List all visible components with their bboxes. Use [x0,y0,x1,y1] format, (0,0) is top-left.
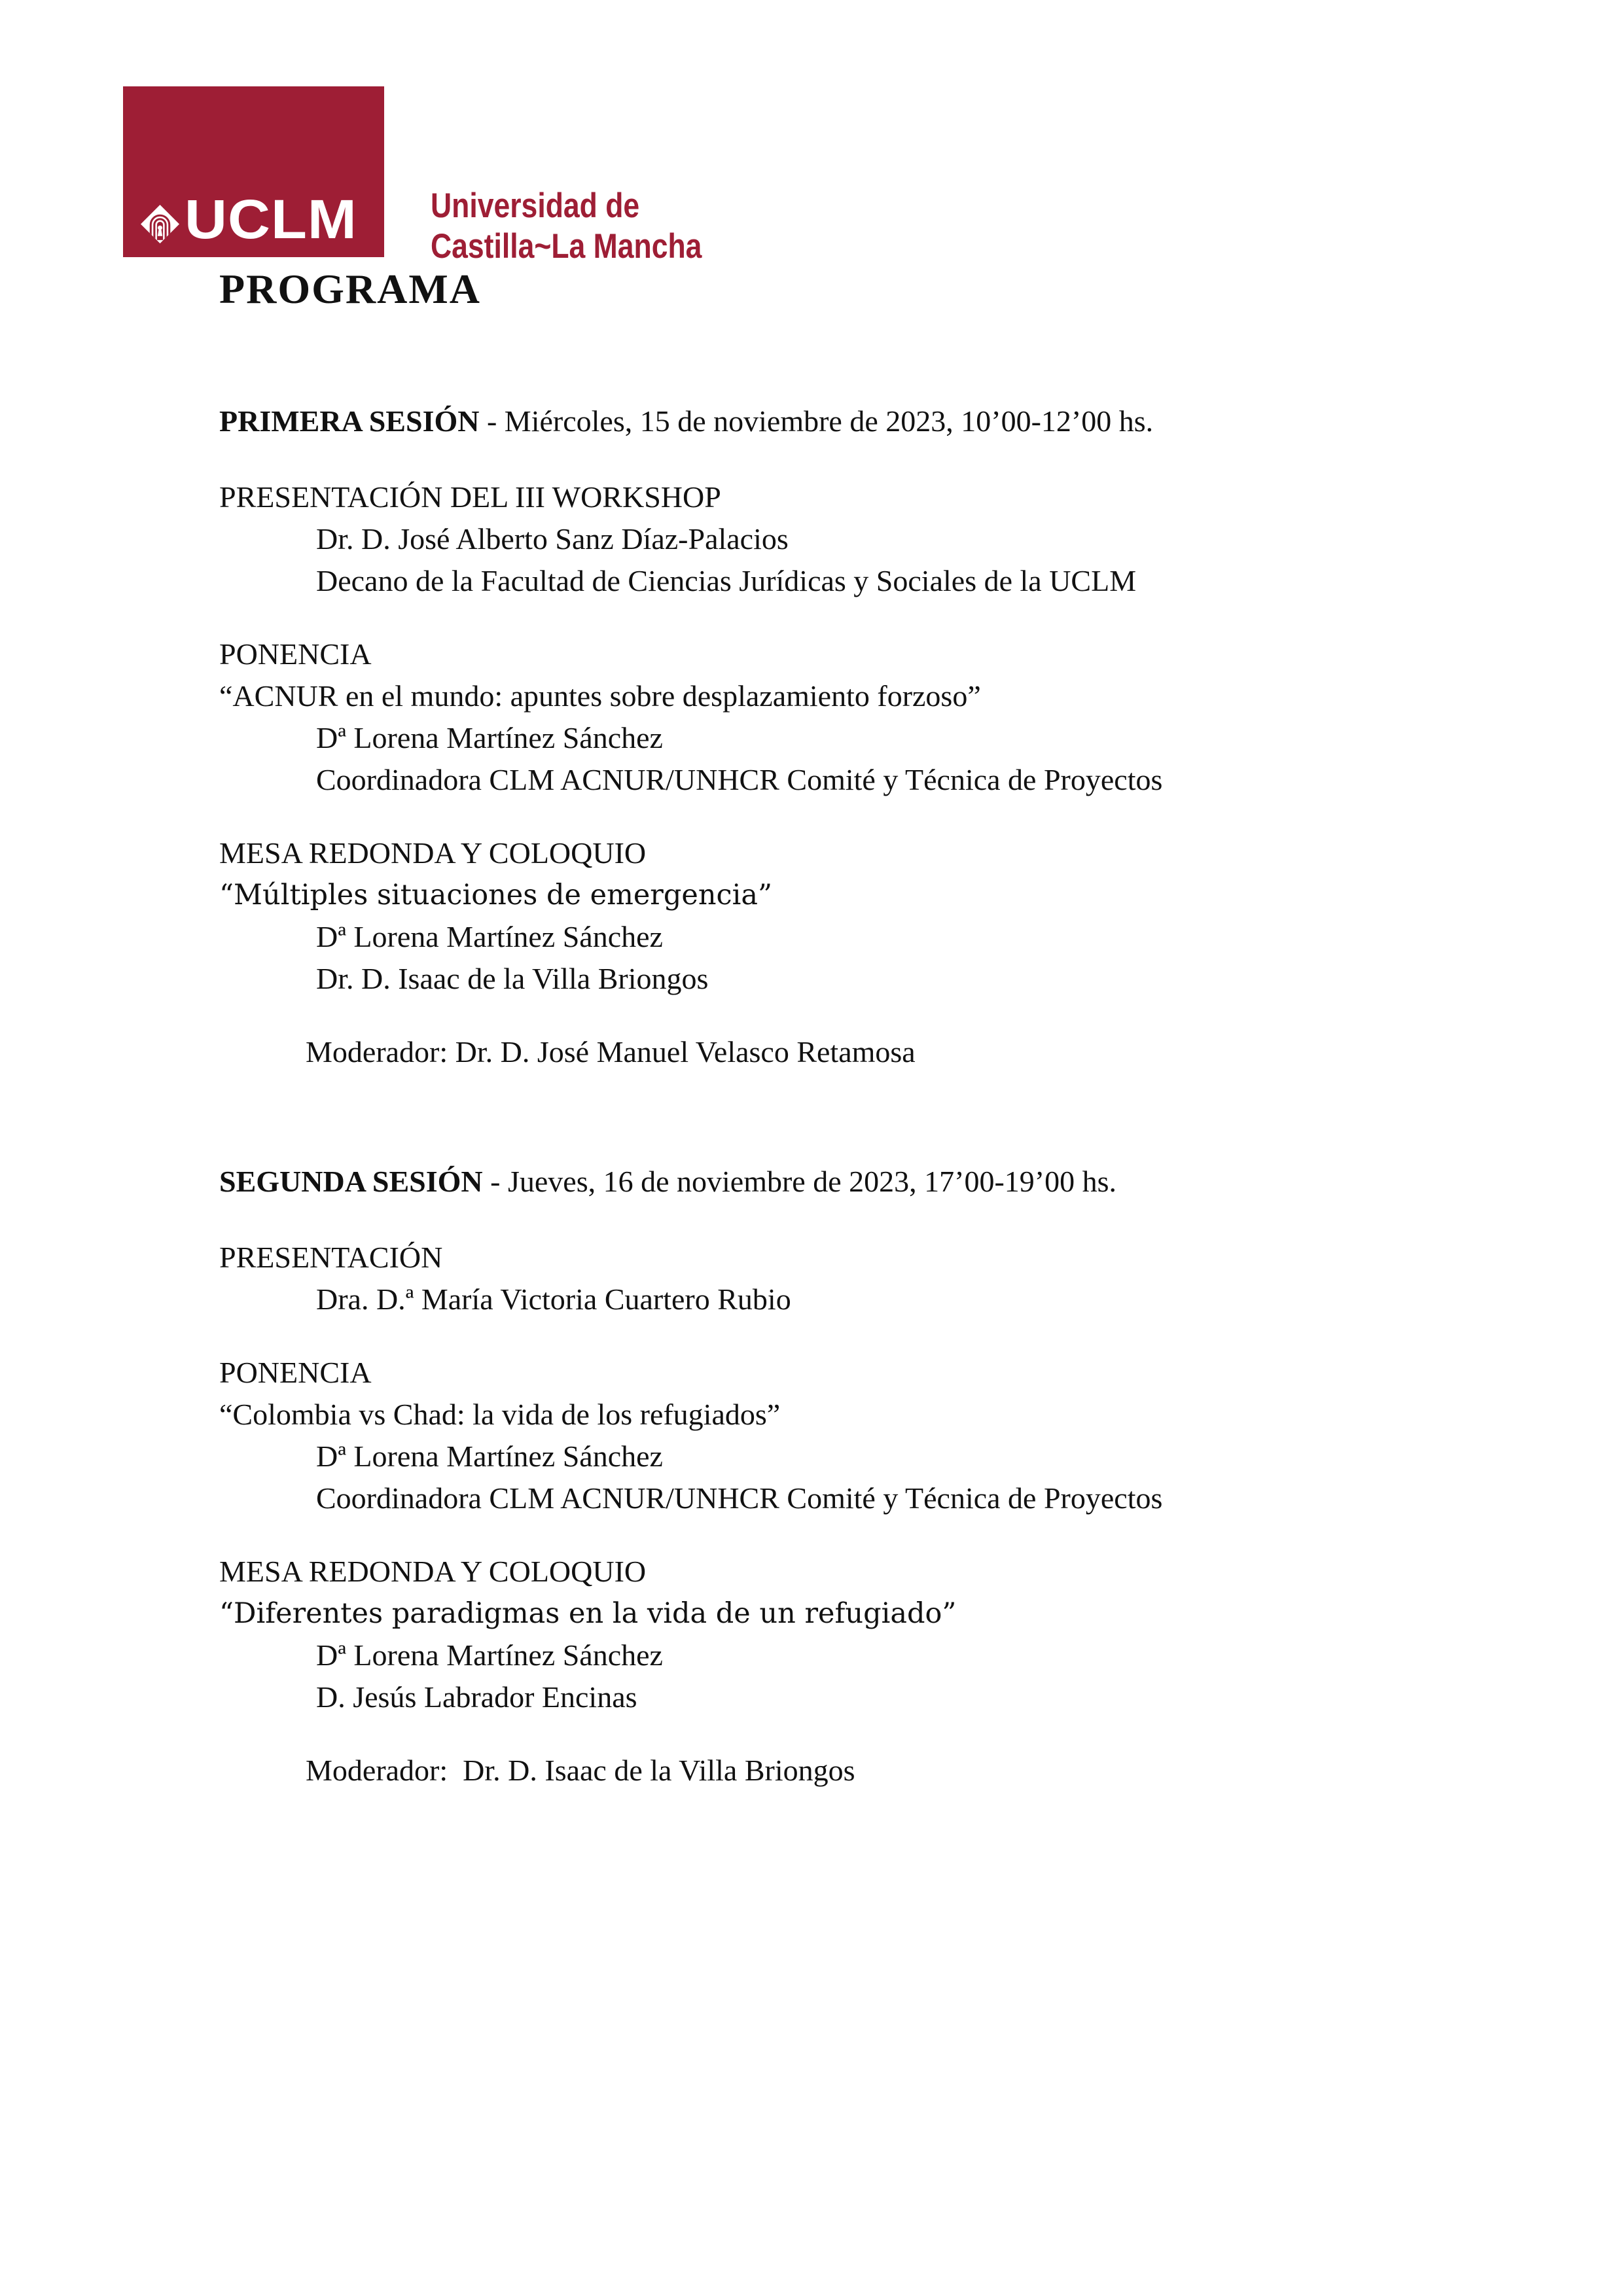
university-name-line1: Universidad de [431,186,640,225]
talk-title: “Múltiples situaciones de emergencia” [219,879,772,911]
uclm-logo-square [123,86,384,257]
speaker-role: Coordinadora CLM ACNUR/UNHCR Comité y Técnica de Proyectos [316,1481,1163,1515]
session-2-presentation-block [219,1237,1466,1320]
speaker-role: Coordinadora CLM ACNUR/UNHCR Comité y Técnica de Proyectos [316,763,1163,796]
session-2-datetime: - Jueves, 16 de noviembre de 2023, 17’00-19’00 hs. [482,1165,1116,1198]
program-body [219,400,1466,1792]
talk-title: “Colombia vs Chad: la vida de los refugiados” [219,1398,781,1431]
speaker-name: Dª Lorena Martínez Sánchez [316,721,663,754]
uclm-arch-diamond-icon [140,204,180,244]
uclm-acronym: UCLM [185,188,357,250]
speaker-role: Decano de la Facultad de Ciencias Jurídicas y Sociales de la UCLM [316,564,1137,597]
talk-title: “ACNUR en el mundo: apuntes sobre desplazamiento forzoso” [219,679,981,713]
session-1-heading [219,400,1466,442]
session-2-heading [219,1161,1466,1203]
block-label: PRESENTACIÓN [219,1241,443,1274]
block-label: MESA REDONDA Y COLOQUIO [219,836,647,870]
page-title: PROGRAMA [219,266,481,312]
speaker-name: D. Jesús Labrador Encinas [316,1680,637,1714]
speaker-name: Dª Lorena Martínez Sánchez [316,1439,663,1473]
block-label: MESA REDONDA Y COLOQUIO [219,1555,647,1588]
session-2-ponencia-block [219,1352,1466,1519]
session-1-datetime: - Miércoles, 15 de noviembre de 2023, 10’00-12’00 hs. [479,404,1154,438]
session-1-mesa-block [219,832,1466,1000]
session-2 [219,1161,1466,1792]
talk-title: “Diferentes paradigmas en la vida de un refugiado” [219,1597,957,1630]
session-2-title: SEGUNDA SESIÓN [219,1165,483,1198]
session-1-ponencia-block [219,633,1466,801]
session-2-moderator: Moderador: Dr. D. Isaac de la Villa Briongos [306,1754,855,1787]
session-1-title: PRIMERA SESIÓN [219,404,480,438]
block-label: PONENCIA [219,1356,372,1389]
block-label: PONENCIA [219,637,372,671]
block-label: PRESENTACIÓN DEL III WORKSHOP [219,480,721,514]
university-name [431,186,702,267]
session-2-mesa-block [219,1551,1466,1718]
speaker-name: Dª Lorena Martínez Sánchez [316,920,663,953]
speaker-name: Dr. D. Isaac de la Villa Briongos [316,962,709,995]
speaker-name: Dra. D.ª María Victoria Cuartero Rubio [316,1282,791,1316]
session-1-presentation-block [219,476,1466,602]
session-1-moderator: Moderador: Dr. D. José Manuel Velasco Retamosa [306,1035,916,1069]
speaker-name: Dª Lorena Martínez Sánchez [316,1638,663,1672]
speaker-name: Dr. D. José Alberto Sanz Díaz-Palacios [316,522,789,556]
session-1 [219,400,1466,1073]
university-name-line2: Castilla~La Mancha [431,227,702,266]
